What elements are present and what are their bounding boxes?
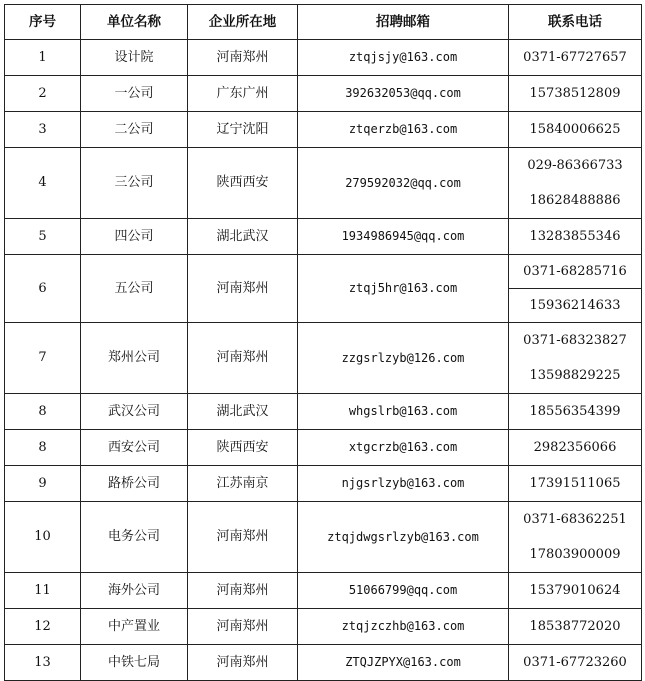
cell-location: 江苏南京 xyxy=(188,466,298,502)
table-row xyxy=(5,112,642,148)
table-row xyxy=(5,219,642,255)
phone-number: 13283855346 xyxy=(529,229,621,244)
phone-number: 18538772020 xyxy=(529,619,621,634)
table-row xyxy=(5,394,642,430)
header-no: 序号 xyxy=(5,5,81,40)
cell-no: 6 xyxy=(5,255,81,323)
cell-email: 392632053@qq.com xyxy=(298,76,509,112)
phone-number: 2982356066 xyxy=(533,440,617,455)
cell-no: 8 xyxy=(5,430,81,466)
phone-number: 17803900009 xyxy=(529,547,621,562)
cell-phone xyxy=(509,466,642,502)
cell-unit-name: 设计院 xyxy=(81,40,188,76)
header-email: 招聘邮箱 xyxy=(298,5,509,40)
cell-phone xyxy=(509,40,642,76)
table-row xyxy=(5,502,642,573)
phone-number: 18628488886 xyxy=(529,193,621,208)
cell-phone xyxy=(509,112,642,148)
cell-unit-name: 中产置业 xyxy=(81,609,188,645)
phone-number: 15379010624 xyxy=(529,583,621,598)
phone-number: 15738512809 xyxy=(529,86,621,101)
header-phone: 联系电话 xyxy=(509,5,642,40)
table-row xyxy=(5,466,642,502)
table-row xyxy=(5,255,642,289)
cell-unit-name: 二公司 xyxy=(81,112,188,148)
cell-location: 河南郑州 xyxy=(188,323,298,394)
cell-no: 9 xyxy=(5,466,81,502)
cell-location: 河南郑州 xyxy=(188,645,298,681)
header-location: 企业所在地 xyxy=(188,5,298,40)
header-unit-name: 单位名称 xyxy=(81,5,188,40)
phone-number: 15840006625 xyxy=(529,122,621,137)
cell-location: 陕西西安 xyxy=(188,430,298,466)
cell-unit-name: 武汉公司 xyxy=(81,394,188,430)
table-row xyxy=(5,573,642,609)
table-row xyxy=(5,76,642,112)
phone-number: 0371-68362251 xyxy=(523,512,627,527)
cell-phone xyxy=(509,323,642,394)
cell-location: 陕西西安 xyxy=(188,148,298,219)
phone-number: 0371-67727657 xyxy=(523,50,627,65)
cell-phone xyxy=(509,219,642,255)
table-row xyxy=(5,323,642,394)
cell-no: 10 xyxy=(5,502,81,573)
cell-location: 河南郑州 xyxy=(188,40,298,76)
cell-location: 河南郑州 xyxy=(188,573,298,609)
cell-email: ztqjsjy@163.com xyxy=(298,40,509,76)
phone-number: 029-86366733 xyxy=(527,158,623,173)
table-row xyxy=(5,148,642,219)
cell-no: 12 xyxy=(5,609,81,645)
cell-email: ztqjdwgsrlzyb@163.com xyxy=(298,502,509,573)
cell-no: 1 xyxy=(5,40,81,76)
cell-unit-name: 西安公司 xyxy=(81,430,188,466)
cell-location: 辽宁沈阳 xyxy=(188,112,298,148)
cell-phone xyxy=(509,394,642,430)
cell-email: 279592032@qq.com xyxy=(298,148,509,219)
cell-location: 广东广州 xyxy=(188,76,298,112)
cell-unit-name: 路桥公司 xyxy=(81,466,188,502)
cell-location: 河南郑州 xyxy=(188,255,298,323)
table-row xyxy=(5,609,642,645)
cell-phone xyxy=(509,430,642,466)
cell-email: ztqj5hr@163.com xyxy=(298,255,509,323)
cell-no: 8 xyxy=(5,394,81,430)
table-header-row xyxy=(5,5,642,40)
table-row xyxy=(5,645,642,681)
cell-unit-name: 五公司 xyxy=(81,255,188,323)
cell-no: 3 xyxy=(5,112,81,148)
cell-no: 7 xyxy=(5,323,81,394)
cell-unit-name: 中铁七局 xyxy=(81,645,188,681)
cell-email: 51066799@qq.com xyxy=(298,573,509,609)
cell-location: 河南郑州 xyxy=(188,502,298,573)
phone-number: 13598829225 xyxy=(529,368,621,383)
cell-email: xtgcrzb@163.com xyxy=(298,430,509,466)
cell-no: 4 xyxy=(5,148,81,219)
cell-phone: 0371-68285716 xyxy=(509,255,642,289)
table-body xyxy=(5,40,642,681)
cell-email: ztqerzb@163.com xyxy=(298,112,509,148)
cell-unit-name: 一公司 xyxy=(81,76,188,112)
table-row xyxy=(5,430,642,466)
cell-phone xyxy=(509,148,642,219)
cell-no: 13 xyxy=(5,645,81,681)
cell-location: 湖北武汉 xyxy=(188,394,298,430)
cell-phone xyxy=(509,76,642,112)
cell-unit-name: 海外公司 xyxy=(81,573,188,609)
phone-number: 0371-67723260 xyxy=(523,655,627,670)
table-row xyxy=(5,40,642,76)
recruitment-contact-table xyxy=(4,4,642,681)
cell-no: 5 xyxy=(5,219,81,255)
cell-email: ZTQJZPYX@163.com xyxy=(298,645,509,681)
cell-email: whgslrb@163.com xyxy=(298,394,509,430)
cell-unit-name: 郑州公司 xyxy=(81,323,188,394)
cell-email: 1934986945@qq.com xyxy=(298,219,509,255)
cell-email: njgsrlzyb@163.com xyxy=(298,466,509,502)
phone-number: 0371-68323827 xyxy=(523,333,627,348)
recruitment-contact-table-wrapper xyxy=(4,4,641,681)
cell-unit-name: 四公司 xyxy=(81,219,188,255)
cell-unit-name: 三公司 xyxy=(81,148,188,219)
cell-location: 河南郑州 xyxy=(188,609,298,645)
cell-unit-name: 电务公司 xyxy=(81,502,188,573)
cell-phone xyxy=(509,502,642,573)
cell-phone xyxy=(509,645,642,681)
cell-location: 湖北武汉 xyxy=(188,219,298,255)
cell-phone xyxy=(509,573,642,609)
phone-number: 17391511065 xyxy=(529,476,621,491)
cell-phone: 15936214633 xyxy=(509,289,642,323)
cell-email: ztqjzczhb@163.com xyxy=(298,609,509,645)
cell-no: 11 xyxy=(5,573,81,609)
cell-no: 2 xyxy=(5,76,81,112)
cell-email: zzgsrlzyb@126.com xyxy=(298,323,509,394)
cell-phone xyxy=(509,609,642,645)
phone-number: 18556354399 xyxy=(529,404,621,419)
